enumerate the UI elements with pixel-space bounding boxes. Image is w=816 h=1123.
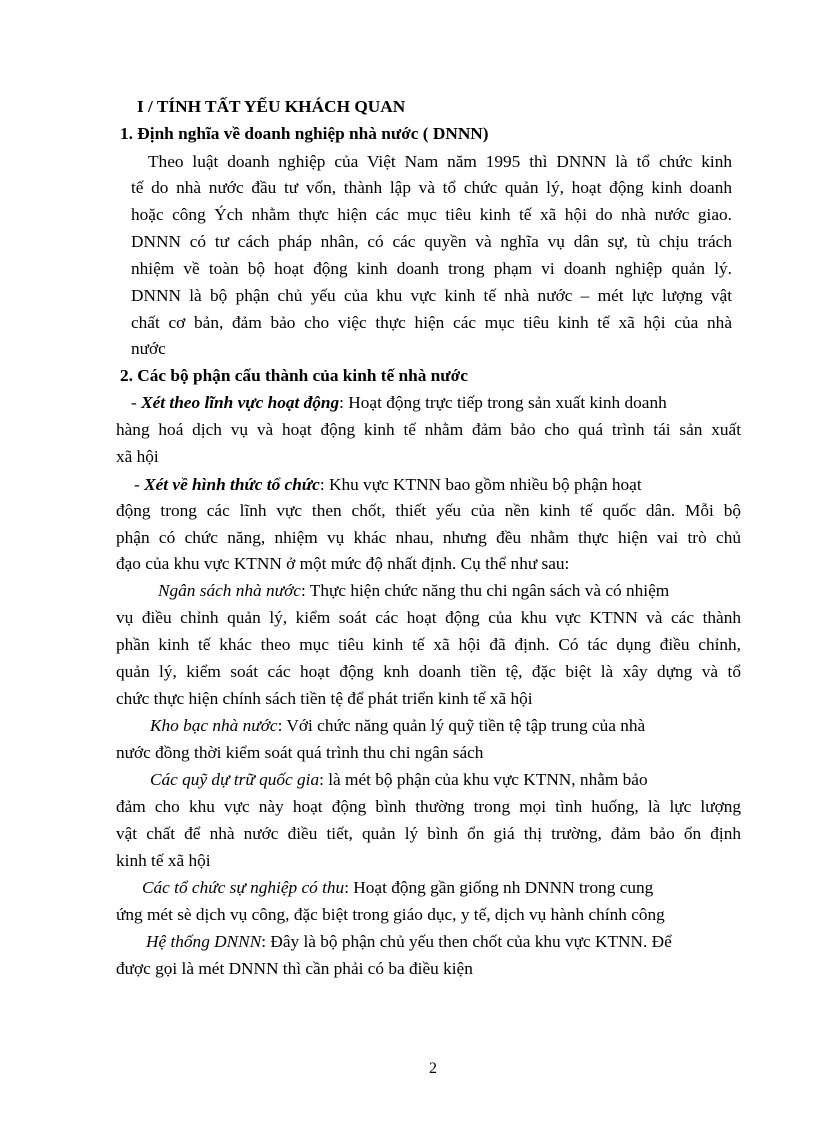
- bullet-item-field: [131, 392, 741, 414]
- bullet-item-form: [134, 474, 741, 496]
- paragraph-line: động trong các lĩnh vực then chốt, thiết yếu của nền kinh tế quốc dân. Mỗi bộ: [116, 501, 741, 520]
- paragraph-line: đạo của khu vực KTNN ở một mức độ nhất định. Cụ thể như sau:: [116, 554, 570, 573]
- paragraph-line: nước: [131, 339, 166, 358]
- paragraph-line: vụ điều chỉnh quản lý, kiểm soát các hoạt động của khu vực KTNN và các thành: [116, 608, 741, 627]
- term-label: Các tổ chức sự nghiệp có thu: [142, 878, 345, 897]
- term-description: : Hoạt động trực tiếp trong sản xuất kinh doanh: [339, 393, 667, 412]
- term-label: Kho bạc nhà nước: [150, 716, 278, 735]
- paragraph-line: xã hội: [116, 447, 159, 466]
- term-description: : là mét bộ phận của khu vực KTNN, nhằm bảo: [319, 770, 648, 789]
- paragraph-line: chức thực hiện chính sách tiền tệ để phát triển kinh tế xã hội: [116, 689, 533, 708]
- term-description: : Với chức năng quản lý quỹ tiền tệ tập trung của nhà: [277, 716, 646, 735]
- term-description: : Thực hiện chức năng thu chi ngân sách và có nhiệm: [300, 581, 670, 600]
- paragraph-line: đảm cho khu vực này hoạt động bình thường trong mọi tình huống, là lực lượng: [116, 797, 741, 816]
- section-heading: I / TÍNH TẤT YẾU KHÁCH QUAN: [137, 97, 406, 116]
- paragraph-line: nhiệm về toàn bộ hoạt động kinh doanh trong phạm vi doanh nghiệp quản lý.: [131, 259, 732, 278]
- page-number: 2: [429, 1060, 437, 1077]
- paragraph-line: nước đồng thời kiểm soát quá trình thu chi ngân sách: [116, 743, 484, 762]
- term-label: Các quỹ dự trữ quốc gia: [150, 770, 320, 789]
- definition-dnnn-system: [146, 931, 672, 953]
- paragraph-line: DNNN có tư cách pháp nhân, có các quyền và nghĩa vụ dân sự, tù chịu trách: [131, 232, 732, 251]
- section-1-title: 1. Định nghĩa về doanh nghiệp nhà nước ( DNNN): [120, 124, 489, 143]
- paragraph-line: ứng mét sè dịch vụ công, đặc biệt trong giáo dục, y tế, dịch vụ hành chính công: [116, 905, 665, 924]
- term-label: Hệ thống DNNN: [146, 932, 262, 951]
- paragraph-line: kinh tế xã hội: [116, 851, 211, 870]
- definition-public-service-units: [142, 877, 653, 899]
- paragraph-line: tế do nhà nước đầu tư vốn, thành lập và tổ chức quản lý, hoạt động kinh doanh: [131, 178, 732, 197]
- term-label: Xét về hình thức tổ chức: [144, 475, 320, 494]
- term-label: Xét theo lĩnh vực hoạt động: [141, 393, 340, 412]
- term-description: : Hoạt động gần giống nh DNNN trong cung: [344, 878, 654, 897]
- paragraph-line: vật chất để nhà nước điều tiết, quản lý bình ổn giá thị trường, đảm bảo ổn định: [116, 824, 741, 843]
- paragraph-line: hoặc công Ých nhằm thực hiện các mục tiêu kinh tế xã hội do nhà nước giao.: [131, 205, 732, 224]
- definition-state-budget: [158, 580, 669, 602]
- paragraph-line: phận có chức năng, nhiệm vụ khác nhau, nhưng đều nhằm thực hiện vai trò chủ: [116, 528, 741, 547]
- paragraph-line: hàng hoá dịch vụ và hoạt động kinh tế nhằm đảm bảo cho quá trình tái sản xuất: [116, 420, 741, 439]
- paragraph-line: Theo luật doanh nghiệp của Việt Nam năm 1995 thì DNNN là tổ chức kinh: [148, 152, 732, 171]
- term-description: : Đây là bộ phận chủ yếu then chốt của khu vực KTNN. Để: [261, 932, 672, 951]
- bullet-dash: -: [131, 393, 142, 412]
- paragraph-line: quản lý, kiểm soát các hoạt động knh doanh tiền tệ, đặc biệt là xây dựng và tổ: [116, 662, 741, 681]
- paragraph-line: được gọi là mét DNNN thì cần phải có ba điều kiện: [116, 959, 473, 978]
- paragraph-line: chất cơ bản, đảm bảo cho việc thực hiện các mục tiêu kinh tế xã hội của nhà: [131, 313, 732, 332]
- paragraph-line: DNNN là bộ phận chủ yếu của khu vực kinh tế nhà nước – mét lực lượng vật: [131, 286, 732, 305]
- bullet-dash: -: [134, 475, 145, 494]
- paragraph-line: phần kinh tế khác theo mục tiêu kinh tế xã hội đã định. Có tác dụng điều chỉnh,: [116, 635, 741, 654]
- definition-national-reserves: [150, 769, 648, 791]
- term-label: Ngân sách nhà nước: [158, 581, 301, 600]
- section-2-title: 2. Các bộ phận cấu thành của kinh tế nhà nước: [120, 366, 468, 385]
- definition-state-treasury: [150, 715, 645, 737]
- term-description: : Khu vực KTNN bao gồm nhiều bộ phận hoạt: [319, 475, 642, 494]
